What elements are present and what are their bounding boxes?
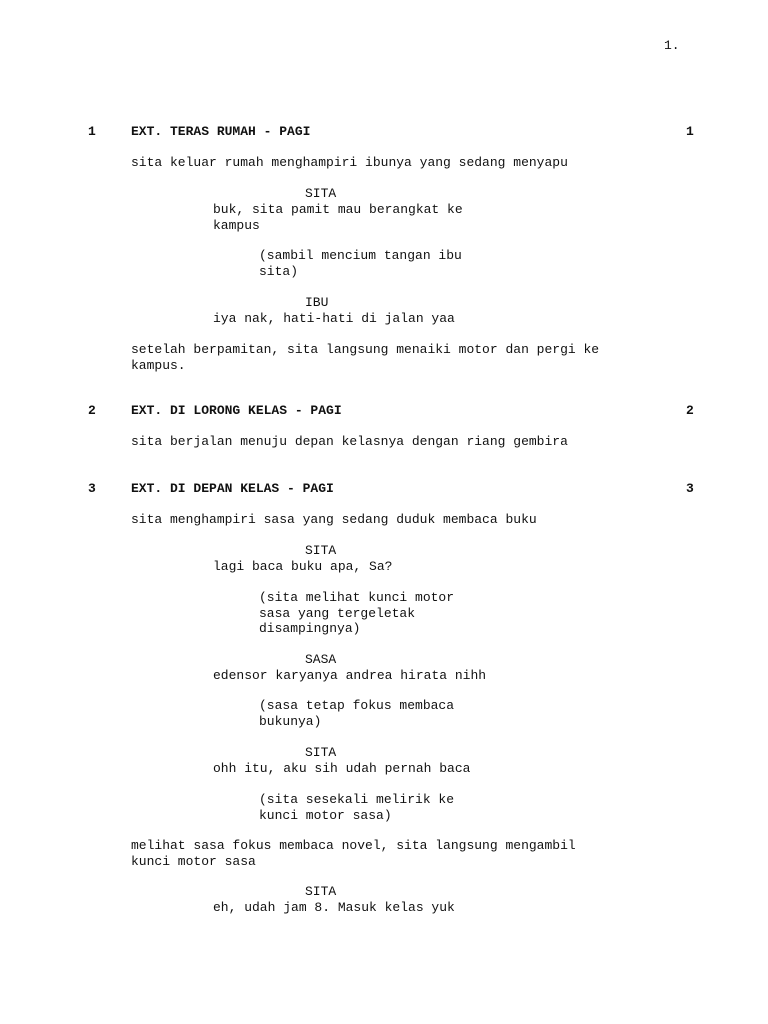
action-line: melihat sasa fokus membaca novel, sita langsung mengambil kunci motor sasa (131, 838, 576, 869)
scene-number-right: 1 (686, 124, 694, 139)
page-number: 1. (664, 38, 680, 53)
scene-heading: EXT. DI DEPAN KELAS - PAGI (131, 481, 334, 496)
character-name: SITA (305, 543, 337, 558)
character-name: IBU (305, 295, 329, 310)
scene-number-left: 1 (88, 124, 96, 139)
parenthetical: (sambil mencium tangan ibu sita) (259, 248, 462, 279)
action-line: sita berjalan menuju depan kelasnya dengan riang gembira (131, 434, 568, 449)
parenthetical: (sasa tetap fokus membaca bukunya) (259, 698, 455, 729)
dialogue: lagi baca buku apa, Sa? (213, 559, 393, 574)
dialogue: ohh itu, aku sih udah pernah baca (213, 761, 471, 776)
character-name: SASA (305, 652, 337, 667)
action-line: sita menghampiri sasa yang sedang duduk membaca buku (131, 512, 537, 527)
parenthetical: (sita sesekali melirik ke kunci motor sasa) (259, 792, 455, 823)
dialogue: edensor karyanya andrea hirata nihh (213, 668, 487, 683)
scene-number-left: 3 (88, 481, 96, 496)
character-name: SITA (305, 745, 337, 760)
action-line: setelah berpamitan, sita langsung menaiki motor dan pergi ke kampus. (131, 342, 600, 373)
action-line: sita keluar rumah menghampiri ibunya yang sedang menyapu (131, 155, 568, 170)
character-name: SITA (305, 884, 337, 899)
parenthetical: (sita melihat kunci motor sasa yang tergeletak disampingnya) (259, 590, 455, 636)
dialogue: buk, sita pamit mau berangkat ke kampus (213, 202, 463, 233)
scene-heading: EXT. DI LORONG KELAS - PAGI (131, 403, 342, 418)
scene-number-right: 2 (686, 403, 694, 418)
dialogue: iya nak, hati-hati di jalan yaa (213, 311, 455, 326)
character-name: SITA (305, 186, 337, 201)
scene-number-right: 3 (686, 481, 694, 496)
scene-number-left: 2 (88, 403, 96, 418)
scene-heading: EXT. TERAS RUMAH - PAGI (131, 124, 311, 139)
dialogue: eh, udah jam 8. Masuk kelas yuk (213, 900, 455, 915)
